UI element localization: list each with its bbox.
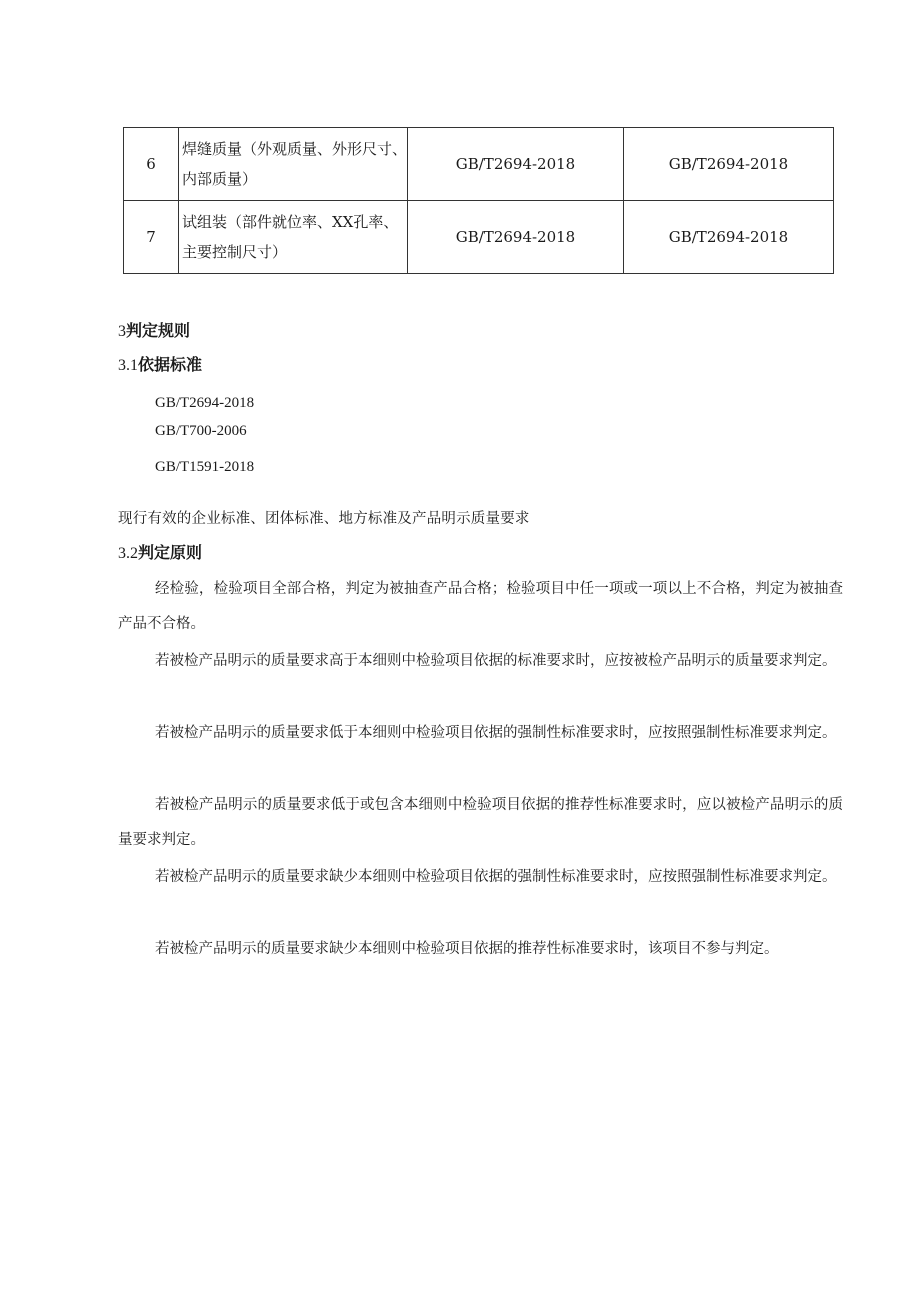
inspection-item: 焊缝质量（外观质量、外形尺寸、内部质量） [179,128,408,201]
table-row [124,128,834,201]
section-number: 3.2 [118,545,138,562]
section-3-2-heading [118,540,202,563]
principle-paragraph: 若被检产品明示的质量要求低于本细则中检验项目依据的强制性标准要求时，应按照强制性标准要求判定。 [155,725,837,741]
standard-item: GB/T2694-2018 [155,395,255,411]
standard-item: GB/T1591-2018 [155,459,255,475]
section-number: 3.1 [118,357,138,374]
section-title: 依据标准 [138,355,203,374]
inspection-items-table [123,127,834,274]
row-number: 7 [124,201,179,274]
inspection-item: 试组装（部件就位率、XX孔率、主要控制尺寸） [179,201,408,274]
section-title: 判定原则 [138,543,203,562]
judgment-standard: GB/T2694-2018 [624,128,834,201]
basis-note: 现行有效的企业标准、团体标准、地方标准及产品明示质量要求 [118,511,530,527]
section-title: 判定规则 [126,321,191,340]
standard-reference: GB/T2694-2018 [408,128,624,201]
principle-paragraph: 若被检产品明示的质量要求高于本细则中检验项目依据的标准要求时，应按被检产品明示的质量要求判定。 [155,653,837,669]
standard-item: GB/T700-2006 [155,423,247,439]
section-3-heading [118,318,190,341]
principle-paragraph: 若被检产品明示的质量要求缺少本细则中检验项目依据的推荐性标准要求时，该项目不参与判定。 [155,941,779,957]
table-row [124,201,834,274]
section-number: 3 [118,323,126,340]
row-number: 6 [124,128,179,201]
judgment-standard: GB/T2694-2018 [624,201,834,274]
section-3-1-heading [118,352,202,375]
principle-paragraph: 经检验，检验项目全部合格，判定为被抽查产品合格；检验项目中任一项或一项以上不合格，判定为被抽查产品不合格。 [118,581,843,632]
principle-paragraph: 若被检产品明示的质量要求缺少本细则中检验项目依据的强制性标准要求时，应按照强制性标准要求判定。 [155,869,837,885]
principle-paragraph: 若被检产品明示的质量要求低于或包含本细则中检验项目依据的推荐性标准要求时，应以被检产品明示的质量要求判定。 [118,797,843,848]
standard-reference: GB/T2694-2018 [408,201,624,274]
